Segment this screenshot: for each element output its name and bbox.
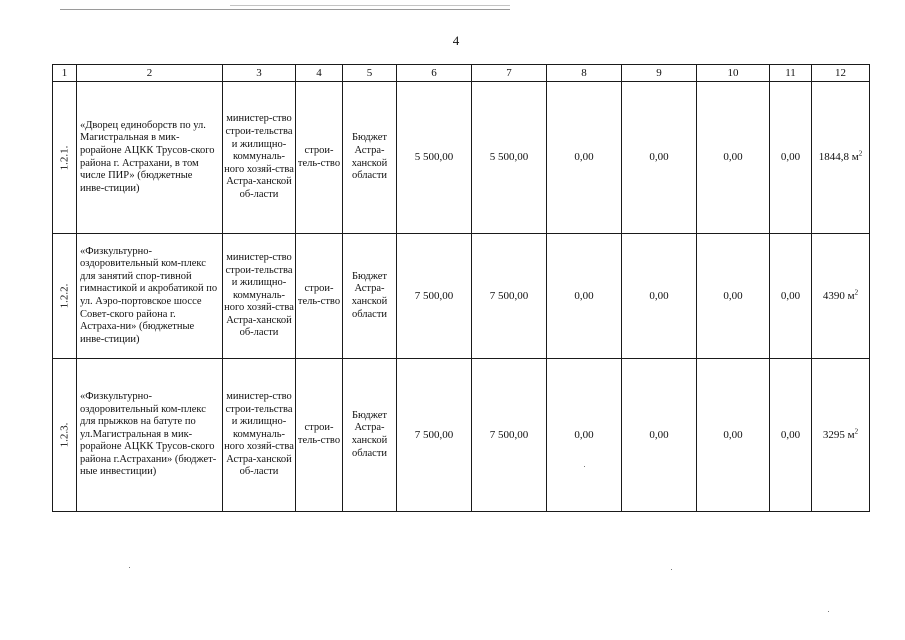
table-row — [53, 359, 870, 512]
executor: министер-ство строи-тельства и жилищно-коммуналь-ного хозяй-ства Астра-ханской об-ласти — [223, 359, 296, 512]
amount-col10: 0,00 — [697, 234, 770, 359]
row-code: 1.2.3. — [53, 359, 77, 512]
scan-speck — [828, 611, 829, 612]
amount-col6: 7 500,00 — [397, 234, 472, 359]
scan-artifact-line — [60, 9, 510, 10]
activity-type: строи-тель-ство — [296, 82, 343, 234]
column-header: 9 — [622, 65, 697, 82]
amount-col7: 7 500,00 — [472, 359, 547, 512]
scan-speck — [584, 466, 585, 467]
page-number: 4 — [452, 33, 460, 48]
scan-speck — [671, 569, 672, 570]
column-header: 6 — [397, 65, 472, 82]
area-value: 4390 $м^2$ — [812, 234, 870, 359]
activity-type: строи-тель-ство — [296, 359, 343, 512]
object-name: «Дворец единоборств по ул. Магистральная в мик-рорайоне АЦКК Трусов-ского района г. Астрахани, в том числе ПИР» (бюджетные инве-стиции) — [77, 82, 223, 234]
amount-col7: 5 500,00 — [472, 82, 547, 234]
column-header: 1 — [53, 65, 77, 82]
amount-col8: 0,00 — [547, 359, 622, 512]
row-code: 1.2.2. — [53, 234, 77, 359]
amount-col6: 7 500,00 — [397, 359, 472, 512]
column-header: 3 — [223, 65, 296, 82]
object-name: «Физкультурно-оздоровительный ком-плекс для прыжков на батуте по ул.Магистральная в мик-рорайоне АЦКК Трусов-ского района г.Астрахани» (бюджет-ные инвестиции) — [77, 359, 223, 512]
table-row — [53, 82, 870, 234]
area-value: 1844,8 $м^2$ — [812, 82, 870, 234]
column-header: 10 — [697, 65, 770, 82]
amount-col11: 0,00 — [770, 359, 812, 512]
executor: министер-ство строи-тельства и жилищно-коммуналь-ного хозяй-ства Астра-ханской об-ласти — [223, 82, 296, 234]
row-code: 1.2.1. — [53, 82, 77, 234]
column-header: 8 — [547, 65, 622, 82]
amount-col9: 0,00 — [622, 359, 697, 512]
object-name: «Физкультурно-оздоровительный ком-плекс для занятий спор-тивной гимнастикой и акробатикой по ул. Аэро-портовское шоссе Совет-ского района г. Астраха-ни» (бюджетные инве-стиции) — [77, 234, 223, 359]
activity-type: строи-тель-ство — [296, 234, 343, 359]
column-header: 12 — [812, 65, 870, 82]
amount-col11: 0,00 — [770, 82, 812, 234]
amount-col9: 0,00 — [622, 234, 697, 359]
column-number-row — [53, 65, 870, 82]
column-header: 5 — [343, 65, 397, 82]
amount-col11: 0,00 — [770, 234, 812, 359]
amount-col9: 0,00 — [622, 82, 697, 234]
program-table — [52, 64, 870, 512]
funding-source: Бюджет Астра-ханской области — [343, 359, 397, 512]
column-header: 7 — [472, 65, 547, 82]
table-row — [53, 234, 870, 359]
area-value: 3295 $м^2$ — [812, 359, 870, 512]
scan-speck — [129, 567, 130, 568]
amount-col8: 0,00 — [547, 82, 622, 234]
funding-source: Бюджет Астра-ханской области — [343, 82, 397, 234]
column-header: 11 — [770, 65, 812, 82]
column-header: 2 — [77, 65, 223, 82]
amount-col10: 0,00 — [697, 82, 770, 234]
scan-artifact-line — [230, 5, 510, 6]
amount-col10: 0,00 — [697, 359, 770, 512]
amount-col8: 0,00 — [547, 234, 622, 359]
funding-source: Бюджет Астра-ханской области — [343, 234, 397, 359]
column-header: 4 — [296, 65, 343, 82]
executor: министер-ство строи-тельства и жилищно-коммуналь-ного хозяй-ства Астра-ханской об-ласти — [223, 234, 296, 359]
amount-col7: 7 500,00 — [472, 234, 547, 359]
amount-col6: 5 500,00 — [397, 82, 472, 234]
